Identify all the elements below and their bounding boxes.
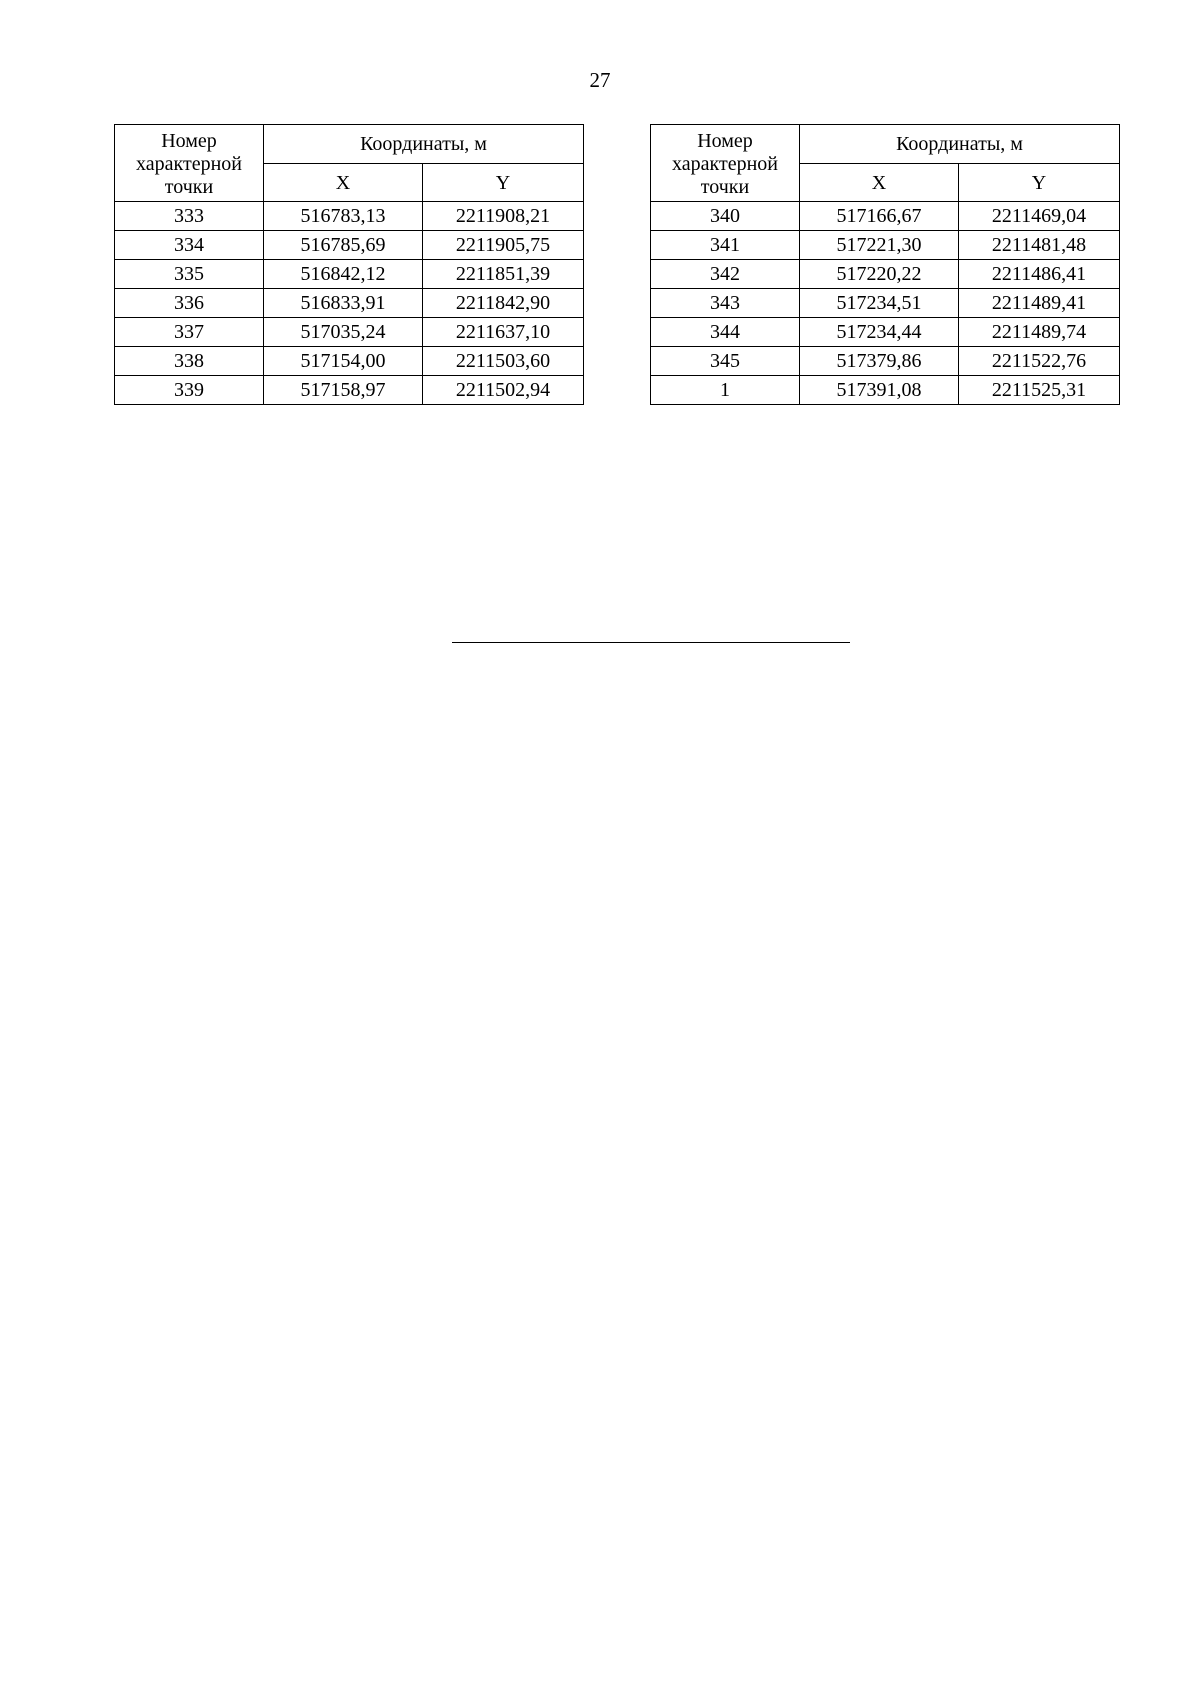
y-cell: 2211502,94 <box>423 376 584 405</box>
y-cell: 2211522,76 <box>959 347 1120 376</box>
coordinates-table-right <box>650 124 1120 405</box>
x-cell: 517234,51 <box>800 289 959 318</box>
x-cell: 516785,69 <box>264 231 423 260</box>
coordinates-header: Координаты, м <box>800 125 1120 164</box>
point-number-header: Номер характерной точки <box>115 125 264 202</box>
point-number-cell: 338 <box>115 347 264 376</box>
y-header: Y <box>423 164 584 202</box>
y-cell: 2211503,60 <box>423 347 584 376</box>
x-cell: 517220,22 <box>800 260 959 289</box>
separator-line <box>452 642 850 643</box>
table-row <box>115 289 584 318</box>
point-number-cell: 343 <box>651 289 800 318</box>
point-number-cell: 342 <box>651 260 800 289</box>
x-cell: 517379,86 <box>800 347 959 376</box>
table-row <box>115 231 584 260</box>
y-cell: 2211489,74 <box>959 318 1120 347</box>
point-number-cell: 340 <box>651 202 800 231</box>
x-cell: 517154,00 <box>264 347 423 376</box>
table-row <box>115 318 584 347</box>
x-cell: 517166,67 <box>800 202 959 231</box>
table-row <box>651 376 1120 405</box>
y-cell: 2211481,48 <box>959 231 1120 260</box>
x-cell: 517391,08 <box>800 376 959 405</box>
y-cell: 2211489,41 <box>959 289 1120 318</box>
y-cell: 2211486,41 <box>959 260 1120 289</box>
table-row <box>115 202 584 231</box>
table-row <box>651 318 1120 347</box>
x-cell: 517158,97 <box>264 376 423 405</box>
point-number-cell: 341 <box>651 231 800 260</box>
y-cell: 2211908,21 <box>423 202 584 231</box>
x-cell: 516842,12 <box>264 260 423 289</box>
point-number-cell: 1 <box>651 376 800 405</box>
coordinates-header: Координаты, м <box>264 125 584 164</box>
page-number: 27 <box>589 68 611 92</box>
x-cell: 517035,24 <box>264 318 423 347</box>
y-cell: 2211469,04 <box>959 202 1120 231</box>
x-cell: 516783,13 <box>264 202 423 231</box>
point-number-cell: 344 <box>651 318 800 347</box>
point-number-cell: 333 <box>115 202 264 231</box>
y-cell: 2211842,90 <box>423 289 584 318</box>
point-number-cell: 339 <box>115 376 264 405</box>
y-cell: 2211637,10 <box>423 318 584 347</box>
y-header: Y <box>959 164 1120 202</box>
x-header: X <box>264 164 423 202</box>
table-row <box>651 347 1120 376</box>
table-row <box>651 289 1120 318</box>
point-number-header: Номер характерной точки <box>651 125 800 202</box>
y-cell: 2211851,39 <box>423 260 584 289</box>
coordinates-table-left <box>114 124 584 405</box>
y-cell: 2211525,31 <box>959 376 1120 405</box>
point-number-cell: 336 <box>115 289 264 318</box>
point-number-cell: 335 <box>115 260 264 289</box>
table-row <box>115 376 584 405</box>
x-cell: 516833,91 <box>264 289 423 318</box>
x-header: X <box>800 164 959 202</box>
point-number-cell: 334 <box>115 231 264 260</box>
table-row <box>115 260 584 289</box>
table-row <box>651 202 1120 231</box>
x-cell: 517234,44 <box>800 318 959 347</box>
table-row <box>115 347 584 376</box>
point-number-cell: 337 <box>115 318 264 347</box>
table-row <box>651 231 1120 260</box>
x-cell: 517221,30 <box>800 231 959 260</box>
y-cell: 2211905,75 <box>423 231 584 260</box>
table-row <box>651 260 1120 289</box>
point-number-cell: 345 <box>651 347 800 376</box>
